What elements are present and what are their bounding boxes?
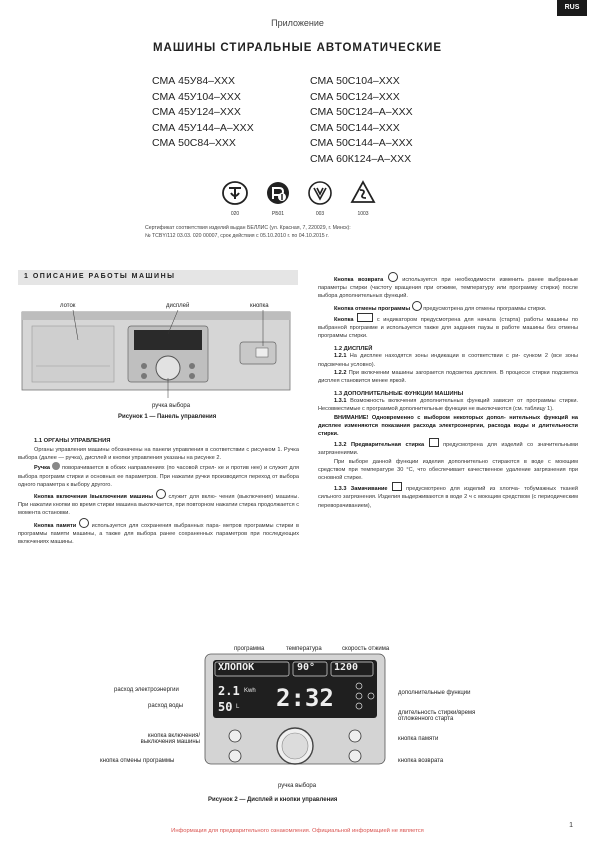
models-list-left xyxy=(152,74,254,152)
figure1-caption: Рисунок 1 — Панель управления xyxy=(118,414,217,420)
display-label: дисплей xyxy=(166,303,190,309)
model-item: СМА 50С124–XXX xyxy=(310,90,400,103)
inline-label: Кнопка включения /выключения машины xyxy=(34,494,154,501)
clause-number: 1.3.3 xyxy=(334,486,347,493)
footer-disclaimer: Информация для предварительного ознакомления. Официальной информацией не является xyxy=(171,828,424,834)
certificate-line: № ТСBY/112 03.03. 020 00007, срок действия с 05.10.2010 г. по 04.10.2015 г. xyxy=(145,233,329,239)
paragraph-text: предусмотрено для изделий из хлопча- тобумажных тканей сильного загрязнения. Изделия выдерживаются в воде 2 ч с моющим средством (с периодическим переворачиванием), xyxy=(318,486,578,509)
display-water-unit: L xyxy=(236,704,240,710)
inline-label: Кнопка памяти xyxy=(34,522,77,529)
program-callout: программа xyxy=(234,646,265,652)
paragraph-text: поворачивается в обоих направлениях (по часовой стрел- ке и против нее) и служит для выбора программ стирки и основных ее параметров. При нажатии ручки производится переход от выбора одного параметра к выбору другого. xyxy=(18,465,299,488)
prewash-icon xyxy=(429,438,439,447)
certification-marks xyxy=(218,180,378,228)
display-energy-value: 2.1 xyxy=(218,684,240,698)
power-icon xyxy=(156,489,166,499)
language-badge: RUS xyxy=(557,0,587,16)
document-title: МАШИНЫ СТИРАЛЬНЫЕ АВТОМАТИЧЕСКИЕ xyxy=(152,42,443,54)
cert-code: РБ01 xyxy=(271,211,285,217)
certificate-line: Сертификат соответствия изделий выдан БЕЛЛИС (ул. Красная, 7, 220029, г. Минск): xyxy=(145,225,351,231)
model-item: СМА 50С124–А–XXX xyxy=(310,106,413,118)
start-pause-icon xyxy=(357,313,373,322)
model-item: СМА 50С84–XXX xyxy=(152,137,236,149)
right-column xyxy=(318,272,578,510)
cert-code: 1003 xyxy=(357,211,369,217)
paragraph xyxy=(318,369,578,385)
return-button-callout: кнопка возврата xyxy=(398,758,444,764)
section-title: 1 ОПИСАНИЕ РАБОТЫ МАШИНЫ xyxy=(24,273,176,280)
paragraph xyxy=(318,352,578,368)
clause-number: 1.3.1 xyxy=(334,398,347,405)
paragraph-text: используется для сохранения выбранных пара- метров программы стирки в программы памяти машины, а также для выбора ранее сохраненных параметров при последующих включениях машины. xyxy=(18,522,299,546)
cert-code: 003 xyxy=(315,211,325,217)
paragraph xyxy=(318,397,578,413)
clause-number: 1.2.1 xyxy=(334,353,347,360)
warning-paragraph: ВНИМАНИЕ! Одновременно с выбором некоторых допол- нительных функций на дисплее изменяются показания расхода электроэнергии, расхода воды и длительности стирки. xyxy=(318,414,578,438)
paragraph-text: При включении машины загорается подсветка дисплея. В процессе стирки подсветка дисплея становится менее яркой. xyxy=(318,369,578,385)
paragraph: Органы управления машины обозначены на панели управления в соответствии с рисунком 1. Ручка выбора (далее — ручка), дисплей и кнопки управления указаны на рисунке 2. xyxy=(18,447,299,462)
model-item: СМА 50С144–XXX xyxy=(310,121,400,134)
temperature-callout: температура xyxy=(286,646,322,652)
inline-label: Замачивание xyxy=(350,486,388,493)
model-item: СМА 45У144–А–XXX xyxy=(152,121,254,134)
control-panel-figure xyxy=(18,298,298,408)
selector-knob-callout: ручка выбора xyxy=(278,783,317,789)
section-1-3-title: 1.3 ДОПОЛНИТЕЛЬНЫЕ ФУНКЦИИ МАШИНЫ xyxy=(334,391,464,398)
display-program-text: ХЛОПОК xyxy=(218,662,255,673)
paragraph: При выборе данной функции изделия дополнительно стираются в воде с моющим средством при температуре 30 °С, что обеспечивает качественное удаление загрязнения при основной стирке. xyxy=(318,458,578,482)
paragraph-text: На дисплее находятся зоны индикации в соответствии с ри- сунком 2 (все зоны подсвечены условно). xyxy=(318,353,578,368)
paragraph xyxy=(318,301,578,313)
memory-icon xyxy=(79,518,89,528)
paragraph-text: предусмотрена для отмены программы стирки. xyxy=(423,305,547,312)
model-item: СМА 50С144–А–XXX xyxy=(310,137,413,149)
display-spin-text: 1200 xyxy=(334,662,359,673)
model-item: СМА 45У124–XXX xyxy=(152,106,241,118)
return-icon xyxy=(388,272,398,282)
cancel-icon xyxy=(412,301,422,311)
knob-label: ручка выбора xyxy=(152,403,191,409)
pst-russia-mark-icon xyxy=(265,180,291,206)
inline-label: Ручка xyxy=(34,465,51,472)
paragraph xyxy=(318,482,578,510)
paragraph xyxy=(18,518,299,547)
extra-functions-callout: дополнительные функции xyxy=(398,690,471,696)
section-1-1 xyxy=(18,438,299,546)
inline-label: Кнопка отмены программы xyxy=(334,305,411,312)
paragraph xyxy=(318,313,578,341)
cancel-button-callout: кнопка отмены программы xyxy=(100,758,175,764)
display-energy-unit: Kwh xyxy=(244,688,256,694)
section-1-1-title: 1.1 ОРГАНЫ УПРАВЛЕНИЯ xyxy=(34,438,111,444)
models-list-right xyxy=(310,74,413,167)
clause-number: 1.3.2 xyxy=(334,442,347,449)
safety-mark-icon xyxy=(350,180,376,206)
duration-callout: длительность стирки/время отложенного старта xyxy=(398,710,476,722)
paragraph xyxy=(18,462,299,489)
water-callout: расход воды xyxy=(148,703,184,709)
certificate-text xyxy=(145,224,475,240)
eac-rostest-mark-icon xyxy=(307,180,333,206)
model-item: СМА 45У104–XXX xyxy=(152,90,241,103)
spin-callout: скорость отжима xyxy=(342,646,390,652)
button-label: кнопка xyxy=(250,303,269,309)
cert-code: 020 xyxy=(230,211,240,217)
figure2-caption: Рисунок 2 — Дисплей и кнопки управления xyxy=(208,797,338,803)
inline-label: Предварительная стирка xyxy=(350,442,425,449)
clause-number: 1.2.2 xyxy=(334,369,347,376)
soak-icon xyxy=(392,482,402,491)
page-number: 1 xyxy=(569,822,573,829)
paragraph-text: с индикатором предусмотрена для начала (старта) работы машины по выбранной программе и используется также для задания паузы в работе машины без отмены программы стирки. xyxy=(318,316,578,340)
tray-label: лоток xyxy=(60,303,76,309)
paragraph-text: служит для вклю- чения (выключения) машины. При нажатии кнопки во время стирки машина выключается, при повторном нажатии стирка продолжается с момента остановки. xyxy=(18,494,299,517)
paragraph-text: предусмотрена для изделий со значительными загрязнениями. xyxy=(318,442,578,457)
inline-label: Кнопка возврата xyxy=(334,277,384,283)
paragraph-text: Возможность включения дополнительных функций зависит от программы стирки. Несовместимые с программой дополнительные функции не выключаются (см. таблицу 1). xyxy=(318,398,578,413)
paragraph xyxy=(318,272,578,301)
model-item: СМА 45У84–XXX xyxy=(152,75,236,87)
display-time-value: 2:32 xyxy=(276,684,334,712)
memory-button-callout: кнопка памяти xyxy=(398,736,439,742)
model-item: СМА 60К124–А–XXX xyxy=(310,152,412,165)
sts-belarus-mark-icon xyxy=(222,180,248,206)
section-1-2-title: 1.2 ДИСПЛЕЙ xyxy=(334,346,373,353)
appendix-header: Приложение xyxy=(271,18,324,28)
paragraph xyxy=(318,438,578,457)
power-button-callout: кнопка включения/ выключения машины xyxy=(140,733,200,745)
display-water-value: 50 xyxy=(218,700,233,714)
paragraph xyxy=(18,489,299,518)
inline-label: Кнопка xyxy=(334,316,354,323)
paragraph-text: используется при необходимости изменить ранее выбранные параметры стирки (частоту вращения при отжиме, температуру или программу стирки) после выбора дополнительных функций. xyxy=(318,277,578,300)
energy-callout: расход электроэнергии xyxy=(114,687,179,693)
model-item: СМА 50С104–XXX xyxy=(310,75,400,87)
display-temperature-text: 90° xyxy=(297,662,316,673)
knob-icon xyxy=(52,462,60,470)
